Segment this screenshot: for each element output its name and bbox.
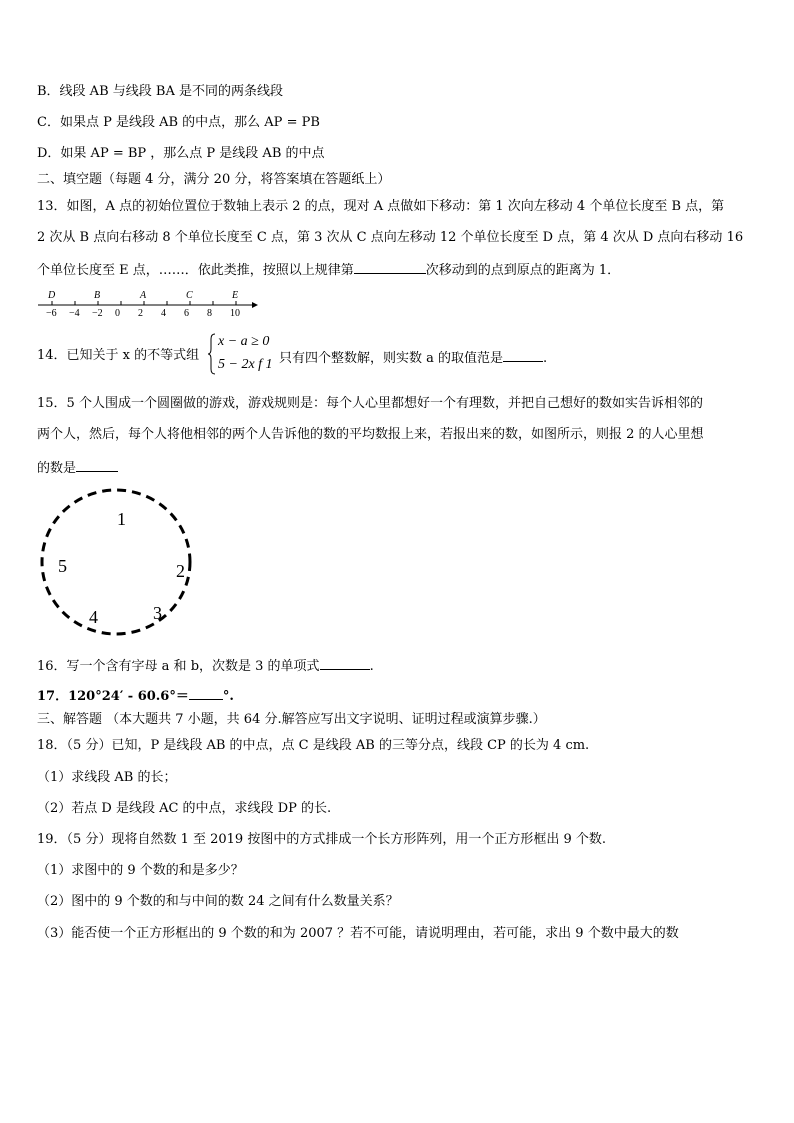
circle-number-5: 5 bbox=[58, 556, 67, 576]
q14-suffix: 只有四个整数解，则实数 a 的取值范是 bbox=[279, 351, 504, 366]
q14-suffix-line bbox=[279, 348, 547, 367]
axis-point-label: C bbox=[186, 290, 193, 301]
q17-end: °. bbox=[222, 689, 234, 704]
axis-point-label: A bbox=[140, 290, 147, 301]
q15-answer-blank[interactable] bbox=[76, 458, 118, 472]
q15-line3 bbox=[37, 458, 118, 477]
axis-point-label: D bbox=[48, 290, 56, 301]
q13-line2: 2 次从 B 点向右移动 8 个单位长度至 C 点，第 3 次从 C 点向左移动 12 个单位长度至 D 点，第 4 次从 D 点向右移动 16 bbox=[37, 230, 744, 245]
option-d: D．如果 AP = BP ，那么点 P 是线段 AB 的中点 bbox=[37, 146, 325, 161]
q18-part1: （1）求线段 AB 的长； bbox=[37, 770, 177, 785]
q13-line3 bbox=[37, 260, 620, 279]
q17-text: 17．120°24′ - 60.6°＝ bbox=[37, 689, 189, 704]
q13-answer-blank[interactable] bbox=[354, 260, 426, 274]
section-solve-heading: 三、解答题 （本大题共 7 小题，共 64 分.解答应写出文字说明、证明过程或演算步骤.） bbox=[37, 712, 546, 727]
q15-line1: 15．5 个人围成一个圆圈做的游戏，游戏规则是：每个人心里都想好一个有理数，并把自己想好的数如实告诉相邻的 bbox=[37, 396, 703, 411]
axis-tick-label: 8 bbox=[207, 308, 212, 319]
q16-answer-blank[interactable] bbox=[320, 656, 370, 670]
option-c: C．如果点 P 是线段 AB 的中点，那么 AP = PB bbox=[37, 115, 320, 130]
circle-number-3: 3 bbox=[153, 603, 162, 623]
q14-inequality-2: 5 − 2x f 1 bbox=[218, 357, 273, 372]
q17-answer-blank[interactable] bbox=[189, 686, 223, 700]
circle-number-4: 4 bbox=[89, 607, 98, 627]
axis-tick-label: −2 bbox=[92, 308, 103, 319]
axis-tick-label: 2 bbox=[138, 308, 143, 319]
q18-stem: 18．（5 分）已知，P 是线段 AB 的中点，点 C 是线段 AB 的三等分点，线段 CP 的长为 4 cm. bbox=[37, 738, 590, 753]
left-brace-icon bbox=[207, 333, 217, 375]
axis-tick-label: 4 bbox=[161, 308, 166, 319]
circle-number-1: 1 bbox=[117, 509, 126, 529]
section-fill-blank-heading: 二、填空题（每题 4 分，满分 20 分，将答案填在答题纸上） bbox=[37, 172, 391, 187]
q19-part2: （2）图中的 9 个数的和与中间的数 24 之间有什么数量关系？ bbox=[37, 894, 399, 909]
q13-line3-b: 次移动到的点到原点的距离为 1． bbox=[425, 263, 621, 278]
axis-tick-label: 0 bbox=[115, 308, 120, 319]
q17 bbox=[37, 686, 234, 705]
axis-tick-label: −6 bbox=[46, 308, 57, 319]
q16 bbox=[37, 656, 374, 675]
q15-line3-text: 的数是 bbox=[37, 461, 77, 476]
q14-answer-blank[interactable] bbox=[503, 348, 543, 362]
q19-stem: 19．（5 分）现将自然数 1 至 2019 按图中的方式排成一个长方形阵列，用一个正方形框出 9 个数. bbox=[37, 832, 606, 847]
axis-tick-label: 10 bbox=[230, 308, 240, 319]
q19-part1: （1）求图中的 9 个数的和是多少？ bbox=[37, 863, 244, 878]
q13-line1: 13．如图，A 点的初始位置位于数轴上表示 2 的点，现对 A 点做如下移动：第 1 次向左移动 4 个单位长度至 B 点，第 bbox=[37, 199, 725, 214]
option-b: B．线段 AB 与线段 BA 是不同的两条线段 bbox=[37, 84, 283, 99]
q15-line2: 两个人，然后，每个人将他相邻的两个人告诉他的数的平均数报上来，若报出来的数，如图所示，则报 2 的人心里想 bbox=[37, 427, 704, 442]
q14-prefix: 14．已知关于 x 的不等式组 bbox=[37, 348, 200, 363]
q16-text: 16．写一个含有字母 a 和 b，次数是 3 的单项式 bbox=[37, 659, 320, 674]
q14-inequality-1: x − a ≥ 0 bbox=[218, 334, 270, 349]
q19-part3: （3）能否使一个正方形框出的 9 个数的和为 2007 ？若不可能，请说明理由，若可能，求出 9 个数中最大的数 bbox=[37, 926, 679, 941]
axis-tick-label: 6 bbox=[184, 308, 189, 319]
axis-point-label: E bbox=[232, 290, 239, 301]
q18-part2: （2）若点 D 是线段 AC 的中点，求线段 DP 的长. bbox=[37, 801, 332, 816]
q14-end: . bbox=[543, 351, 548, 366]
axis-point-label: B bbox=[94, 290, 101, 301]
q13-line3-a: 个单位长度至 E 点，……．依此类推，按照以上规律第 bbox=[37, 263, 354, 278]
circle-number-2: 2 bbox=[176, 561, 185, 581]
q16-end: . bbox=[369, 659, 374, 674]
axis-tick-label: −4 bbox=[69, 308, 80, 319]
